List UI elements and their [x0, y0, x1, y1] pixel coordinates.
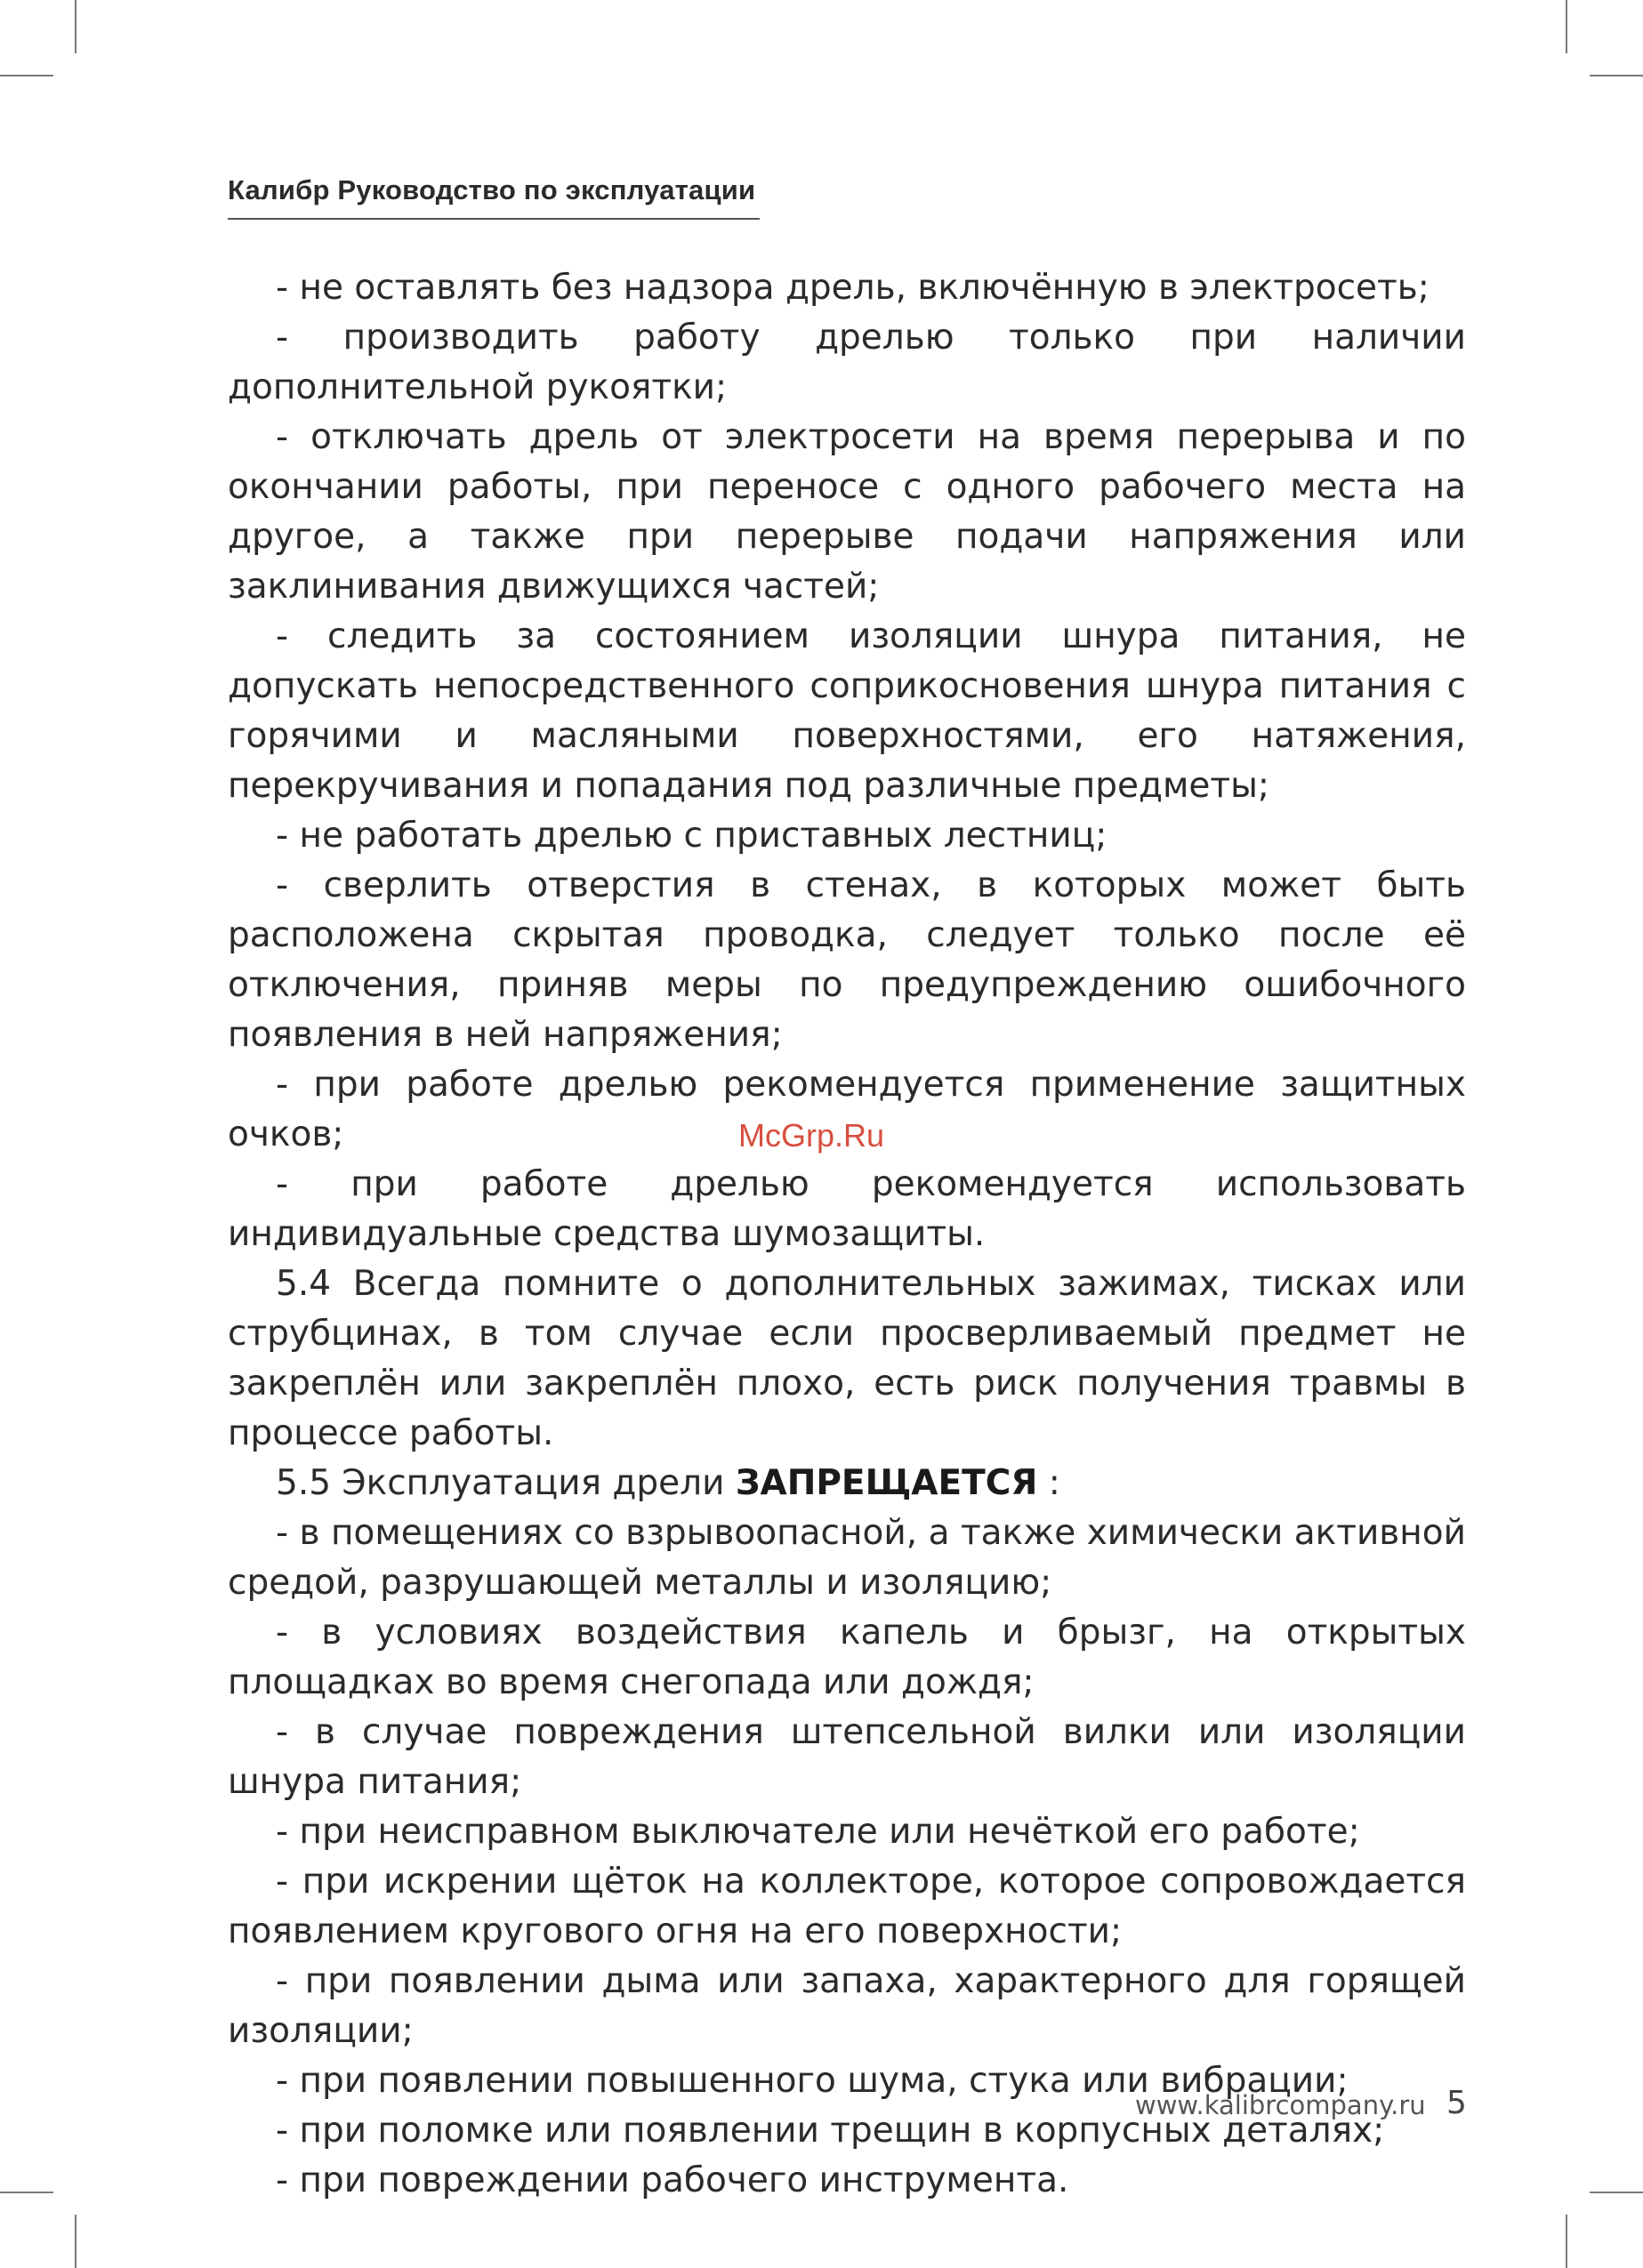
paragraph: - при неисправном выключателе или нечёткой его работе; [276, 1812, 1360, 1852]
paragraph: - в помещениях со взрывоопасной, а также химически активной средой, разрушающей металлы и изоляцию; [228, 1513, 1466, 1603]
page-number: 5 [1446, 2085, 1467, 2121]
paragraph: - при появлении дыма или запаха, характерного для горящей изоляции; [228, 1961, 1466, 2051]
paragraph: - при работе дрелью рекомендуется использовать индивидуальные средства шумозащиты. [228, 1164, 1466, 1254]
crop-mark [75, 0, 77, 53]
paragraph: - отключать дрель от электросети на время перерыва и по окончании работы, при переносе с одного рабочего места на другое, а также при перерыве подачи напряжения или заклинивания движущихся частей; [228, 417, 1466, 607]
paragraph: - в случае повреждения штепсельной вилки или изоляции шнура питания; [228, 1712, 1466, 1802]
prohibited-keyword: ЗАПРЕЩАЕТСЯ [735, 1463, 1038, 1503]
paragraph-section-5-4: 5.4 Всегда помните о дополнительных зажимах, тисках или струбцинах, в том случае если просверливаемый предмет не закреплён или закреплён плохо, есть риск получения травмы в процессе работы. [228, 1264, 1466, 1453]
paragraph: - производить работу дрелью только при наличии дополнительной рукоятки; [228, 318, 1466, 407]
footer-url: www.kalibrcompany.ru [1135, 2090, 1426, 2120]
paragraph-section-5-5 [228, 1459, 1466, 1508]
watermark: McGrp.Ru [738, 1117, 885, 1154]
crop-mark [75, 2215, 77, 2268]
crop-mark [0, 2192, 53, 2193]
paragraph: - при поломке или появлении трещин в корпусных деталях; [276, 2111, 1385, 2151]
paragraph: - не оставлять без надзора дрель, включённую в электросеть; [276, 268, 1430, 308]
crop-mark [1590, 2192, 1643, 2193]
paragraph: - в условиях воздействия капель и брызг, на открытых площадках во время снегопада или дождя; [228, 1613, 1466, 1702]
crop-mark [1566, 0, 1567, 53]
body-text [228, 263, 1466, 2206]
paragraph: - при появлении повышенного шума, стука или вибрации; [276, 2061, 1349, 2101]
paragraph: - при искрении щёток на коллекторе, которое сопровождается появлением кругового огня на его поверхности; [228, 1862, 1466, 1951]
crop-mark [0, 75, 53, 76]
paragraph: - не работать дрелью с приставных лестниц; [276, 816, 1107, 856]
section-5-5-colon: : [1037, 1463, 1060, 1503]
crop-mark [1566, 2215, 1567, 2268]
crop-mark [1590, 75, 1643, 76]
paragraph: - сверлить отверстия в стенах, в которых может быть расположена скрытая проводка, следует только после её отключения, приняв меры по предупреждению ошибочного появления в ней напряжения; [228, 865, 1466, 1055]
paragraph: - при работе дрелью рекомендуется применение защитных очков; [228, 1065, 1466, 1154]
paragraph: - следить за состоянием изоляции шнура питания, не допускать непосредственного соприкосновения шнура питания с горячими и масляными поверхностями, его натяжения, перекручивания и попадания под различные предметы; [228, 616, 1466, 806]
paragraph: - при повреждении рабочего инструмента. [276, 2160, 1069, 2200]
section-5-5-lead: 5.5 Эксплуатация дрели [276, 1463, 736, 1503]
running-header: Калибр Руководство по эксплуатации [228, 174, 756, 205]
header-rule [228, 218, 760, 220]
